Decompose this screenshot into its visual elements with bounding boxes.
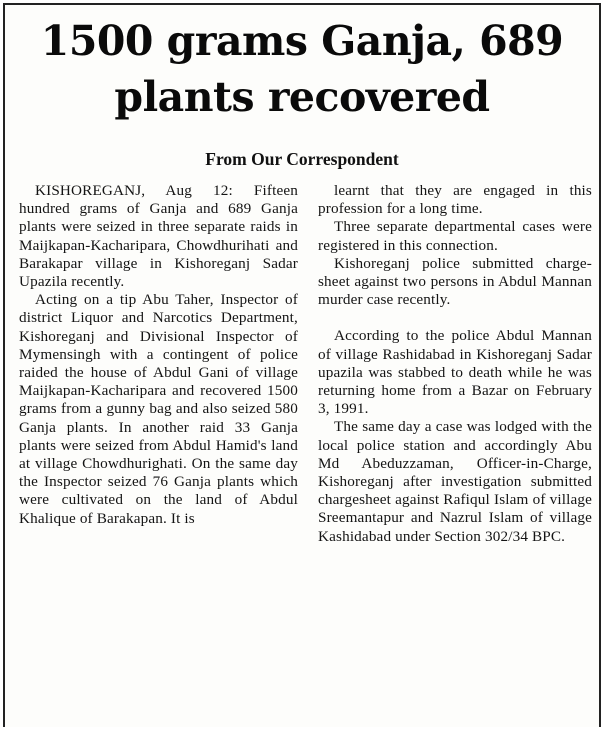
news-clipping [3, 3, 601, 727]
paragraph: KISHOREGANJ, Aug 12: Fifteen hundred grams of Ganja and 689 Ganja plants were seized in three separate raids in Maijkapan-Kacharipara, Chowdhurihati and Barakapar village in Kishoreganj Sadar Upazila recently. [19, 182, 298, 291]
paragraph: Kishoreganj police submitted charge-sheet against two persons in Abdul Mannan murder case recently. [318, 254, 592, 309]
right-column [318, 182, 592, 546]
paragraph: Acting on a tip Abu Taher, Inspector of district Liquor and Narcotics Department, Kishoreganj and Divisional Inspector of Mymensingh with a contingent of police raided the house of Abdul Gani of village Maijkapan-Kacharipara and recovered 1500 grams from a gunny bag and also seized 580 Ganja plants. In another raid 33 Ganja plants were seized from Abdul Hamid's land at village Chowdhurighati. On the same day the Inspector seized 76 Ganja plants which were cultivated on the land of Abdul Khalique of Barakapan. It is [19, 291, 298, 527]
headline-line-1: 1500 grams Ganja, 689 [40, 17, 564, 65]
paragraph: According to the police Abdul Mannan of village Rashidabad in Kishoreganj Sadar upazila was stabbed to death while he was returning home from a Bazar on February 3, 1991. [318, 327, 592, 418]
headline [5, 13, 599, 125]
paragraph: Three separate departmental cases were registered in this connection. [318, 218, 592, 254]
paragraph: learnt that they are engaged in this profession for a long time. [318, 182, 592, 218]
left-column [19, 182, 298, 528]
byline: From Our Correspondent [205, 149, 399, 169]
headline-line-2: plants recovered [114, 73, 490, 121]
paragraph: The same day a case was lodged with the local police station and accordingly Abu Md Abeduzzaman, Officer-in-Charge, Kishoreganj after investigation submitted chargesheet against Rafiqul Islam of village Sreemantapur and Nazrul Islam of village Kashidabad under Section 302/34 BPC. [318, 418, 592, 545]
